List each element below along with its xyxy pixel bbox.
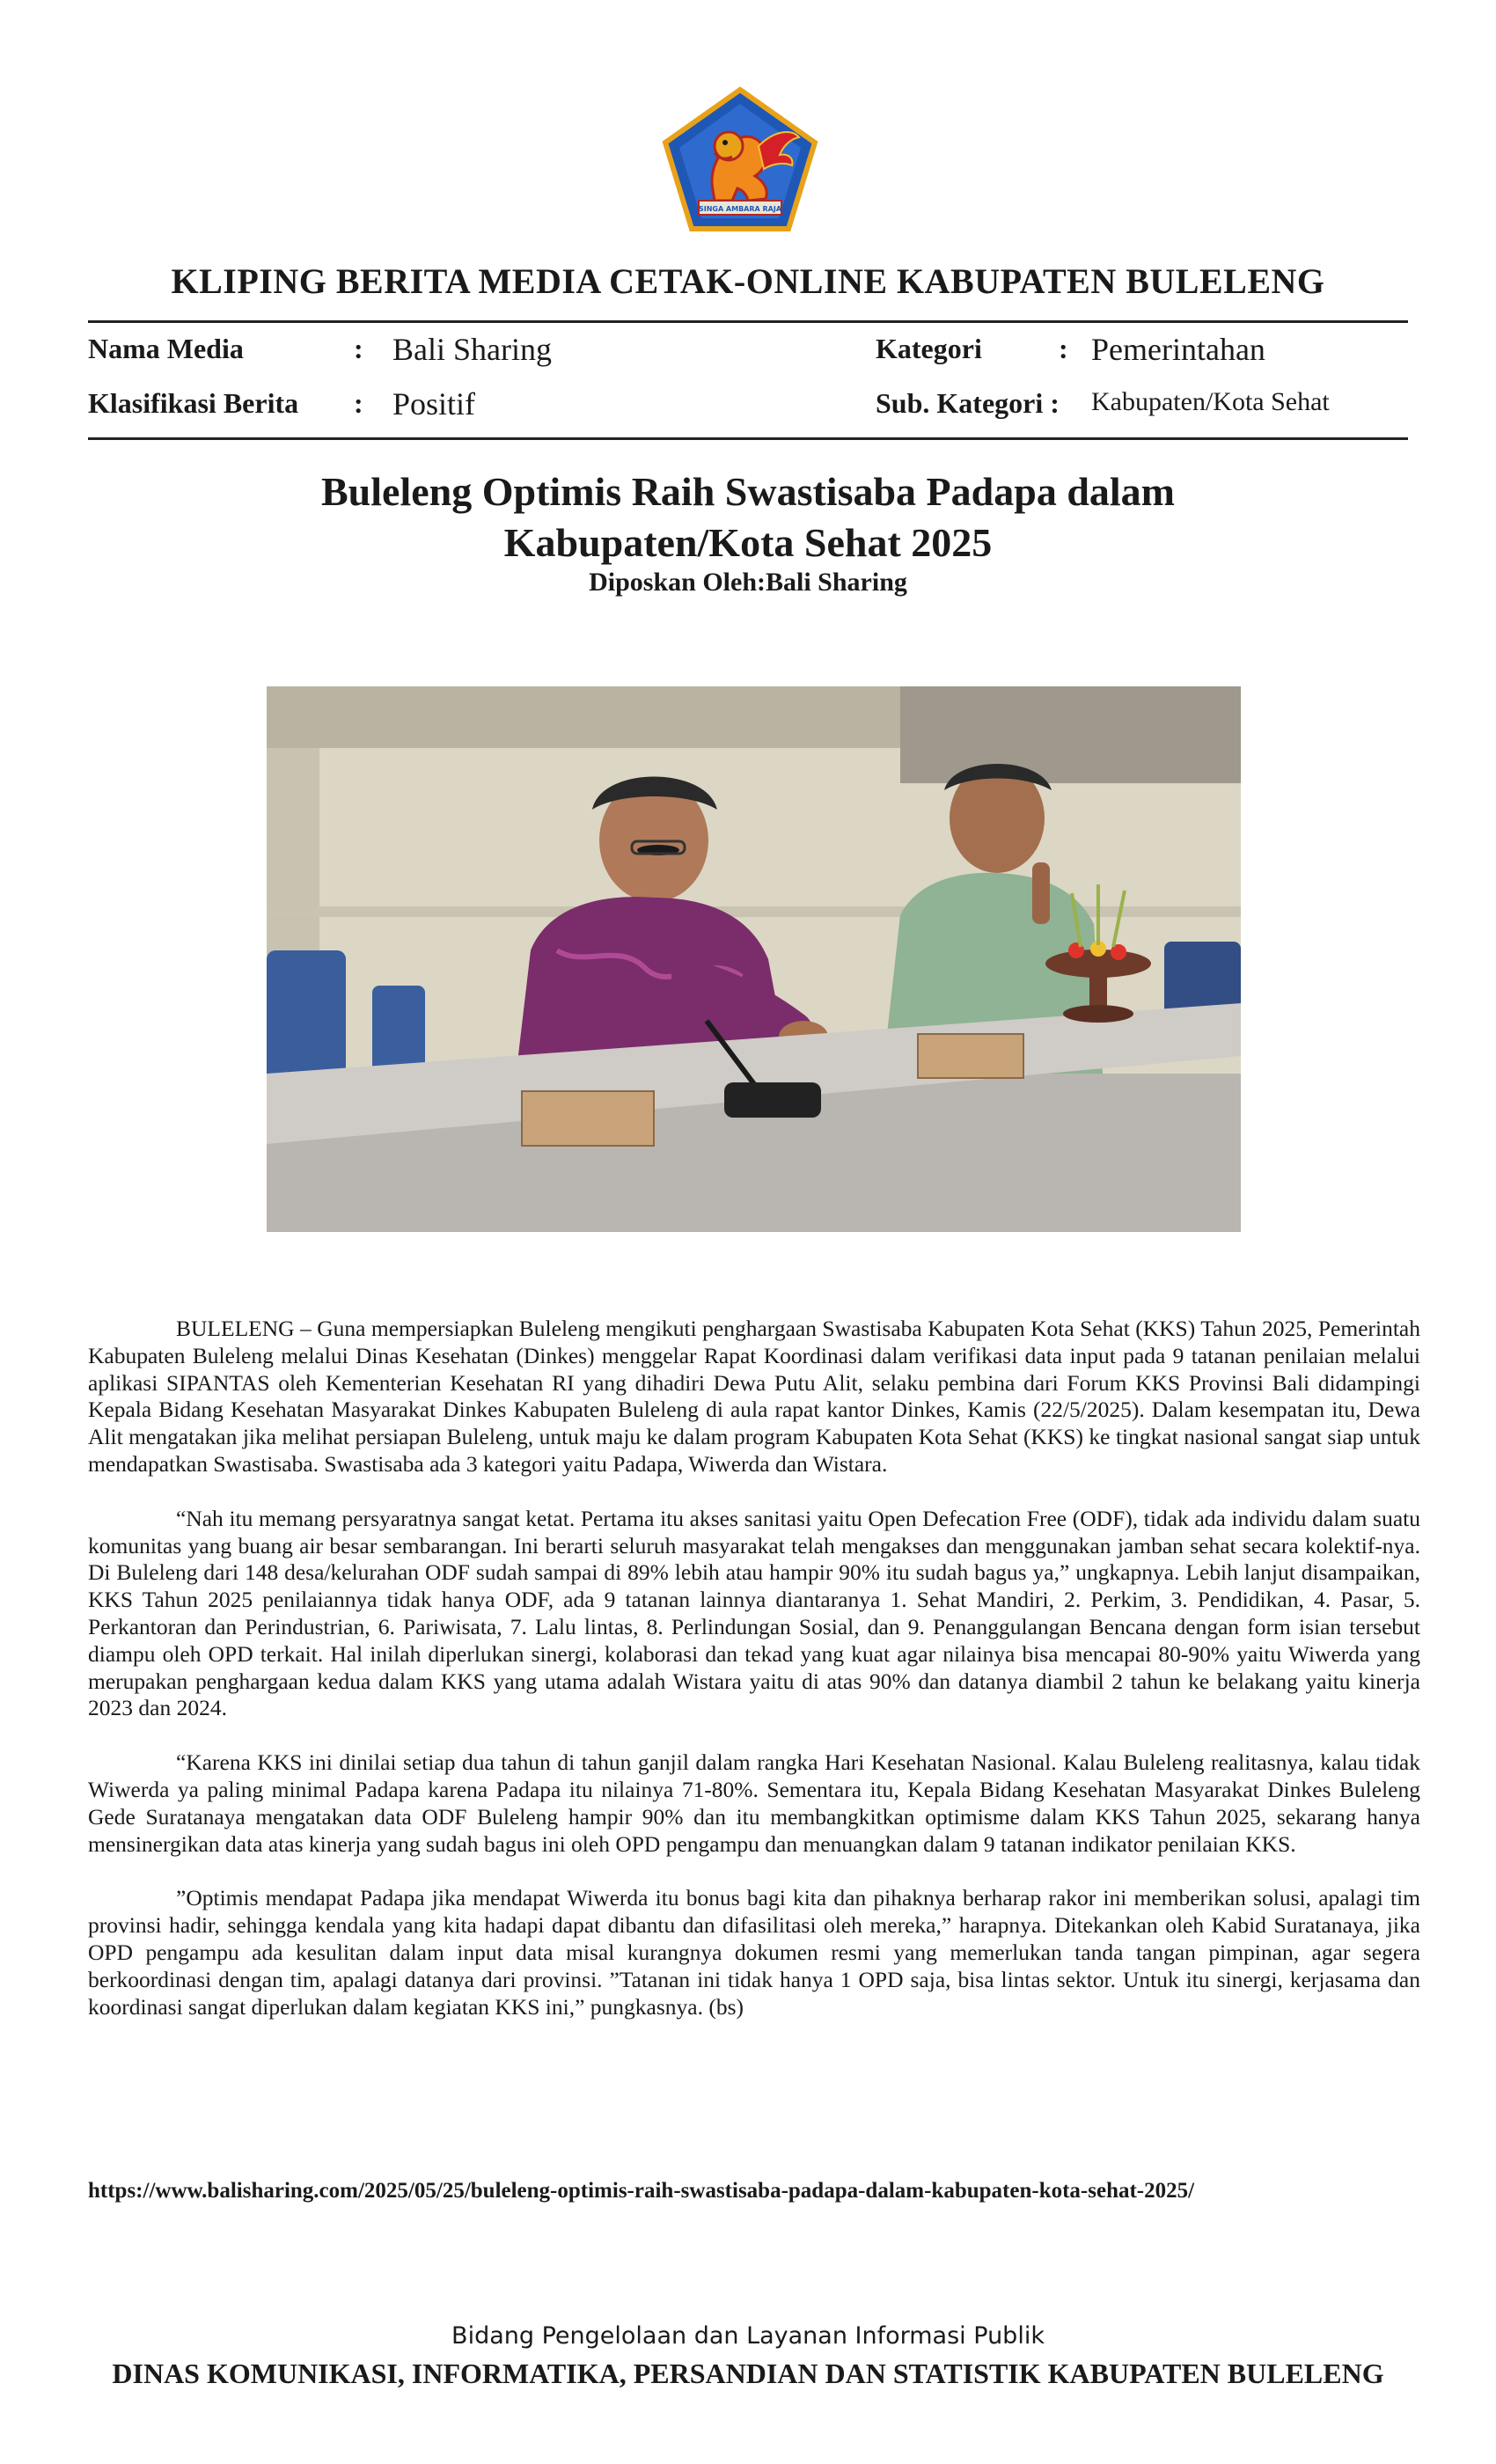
- source-url-link[interactable]: https://www.balisharing.com/2025/05/25/buleleng-optimis-raih-swastisaba-padapa-dalam-kabupaten-kota-sehat-2025/: [88, 2179, 1195, 2203]
- article-title-line-1: Buleleng Optimis Raih Swastisaba Padapa dalam: [320, 469, 1176, 514]
- article-title: [0, 466, 1496, 568]
- klasifikasi-berita-value: Positif: [392, 386, 476, 422]
- article-paragraph-1: BULELENG – Guna mempersiapkan Buleleng mengikuti penghargaan Swastisaba Kabupaten Kota Sehat (KKS) Tahun 2025, Pemerintah Kabupaten Buleleng melalui Dinas Kesehatan (Dinkes) menggelar Rapat Koordinasi dalam verifikasi data input pada 9 tatanan penilaian melalui aplikasi SIPANTAS oleh Kementerian Kesehatan RI yang dihadiri Dewa Putu Alit, selaku pembina dari Forum KKS Provinsi Bali didampingi Kepala Bidang Kesehatan Masyarakat Dinkes Kabupaten Buleleng di aula rapat kantor Dinkes, Kamis (22/5/2025). Dalam kesempatan itu, Dewa Alit mengatakan jika melihat persiapan Buleleng, untuk maju ke dalam program Kabupaten Kota Sehat (KKS) ke tingkat nasional sangat siap untuk mendapatkan Swastisaba. Swastisaba ada 3 kategori yaitu Padapa, Wiwerda dan Wistara.: [88, 1316, 1420, 1477]
- nama-media-value: Bali Sharing: [392, 332, 552, 367]
- buleleng-crest-logo: [660, 84, 820, 234]
- article-paragraph-4: ”Optimis mendapat Padapa jika mendapat Wiwerda itu bonus bagi kita dan pihaknya berharap rakor ini memberikan solusi, apalagi tim provinsi hadir, sehingga kendala yang kita hadapi dapat dibantu dan difasilitasi oleh mereka,” harapnya. Ditekankan oleh Kabid Suratanaya, jika OPD pengampu ada kesulitan dalam input data misal kurangnya dokumen resmi yang memerlukan tanda tangan pimpinan, agar segera berkoordinasi dengan tim, apalagi datanya dari provinsi. ”Tatanan ini tidak hanya 1 OPD saja, bisa lintas sektor. Untuk itu sinergi, kerjasama dan koordinasi sangat diperlukan dalam kegiatan KKS ini,” pungkasnya. (bs): [88, 1885, 1420, 2020]
- page-header-title: KLIPING BERITA MEDIA CETAK-ONLINE KABUPATEN BULELENG: [171, 261, 1325, 301]
- crest-motto: SINGA AMBARA RAJA: [698, 205, 782, 213]
- kategori-colon: :: [1059, 333, 1068, 364]
- article-byline: Diposkan Oleh:Bali Sharing: [589, 568, 907, 597]
- footer-subtitle: Bidang Pengelolaan dan Layanan Informasi Publik: [451, 2322, 1045, 2350]
- sub-kategori-value: Kabupaten/Kota Sehat: [1091, 387, 1330, 416]
- article-photo: [267, 686, 1241, 1232]
- article-title-line-2: Kabupaten/Kota Sehat 2025: [503, 520, 993, 565]
- sub-kategori-label: Sub. Kategori :: [876, 387, 1060, 419]
- klasifikasi-berita-label: Klasifikasi Berita: [88, 387, 299, 419]
- klasifikasi-colon: :: [354, 387, 363, 419]
- footer-title: DINAS KOMUNIKASI, INFORMATIKA, PERSANDIAN DAN STATISTIK KABUPATEN BULELENG: [112, 2358, 1384, 2389]
- kategori-value: Pemerintahan: [1091, 332, 1265, 367]
- article-paragraph-3: “Karena KKS ini dinilai setiap dua tahun di tahun ganjil dalam rangka Hari Kesehatan Nasional. Kalau Buleleng realitasnya, kalau tidak Wiwerda ya paling minimal Padapa karena Padapa itu nilainya 71-80%. Sementara itu, Kepala Bidang Kesehatan Masyarakat Dinkes Buleleng Gede Suratanaya mengatakan data ODF Buleleng hampir 90% dan itu membangkitkan optimisme dalam KKS Tahun 2025, sekarang hanya mensinergikan data atas kinerja yang sudah bagus ini oleh OPD pengampu dan menuangkan dalam 9 tatanan indikator penilaian KKS.: [88, 1749, 1420, 1857]
- nama-media-label: Nama Media: [88, 333, 244, 364]
- article-paragraph-2: “Nah itu memang persyaratnya sangat ketat. Pertama itu akses sanitasi yaitu Open Defecation Free (ODF), tidak ada individu dalam suatu komunitas yang buang air besar sembarangan. Ini berarti seluruh masyarakat telah mengakses dan menggunakan jamban sehat secara kolektif-nya. Di Buleleng dari 148 desa/kelurahan ODF sudah sampai di 89% lebih atau hampir 90% itu sudah bagus ya,” ungkapnya. Lebih lanjut disampaikan, KKS Tahun 2025 penilaiannya tidak hanya ODF, ada 9 tatanan lainnya diantaranya 1. Sehat Mandiri, 2. Perkim, 3. Pendidikan, 4. Pasar, 5. Perkantoran dan Perindustrian, 6. Pariwisata, 7. Lalu lintas, 8. Perlindungan Sosial, dan 9. Penanggulangan Bencana dengan form isian tersebut diampu oleh OPD terkait. Hal inilah diperlukan sinergi, kolaborasi dan tekad yang kuat agar nilainya bisa mencapai 80-90% yaitu Wiwerda yang merupakan penghargaan kedua dalam KKS yang utama adalah Wistara yaitu di atas 90% dan datanya diambil 2 tahun ke belakang yaitu kinerja 2023 dan 2024.: [88, 1505, 1420, 1721]
- kategori-label: Kategori: [876, 333, 982, 364]
- header-divider-top: [88, 320, 1408, 323]
- nama-media-colon: :: [354, 333, 363, 364]
- header-divider-bottom: [88, 437, 1408, 440]
- article-body: [88, 1316, 1420, 2048]
